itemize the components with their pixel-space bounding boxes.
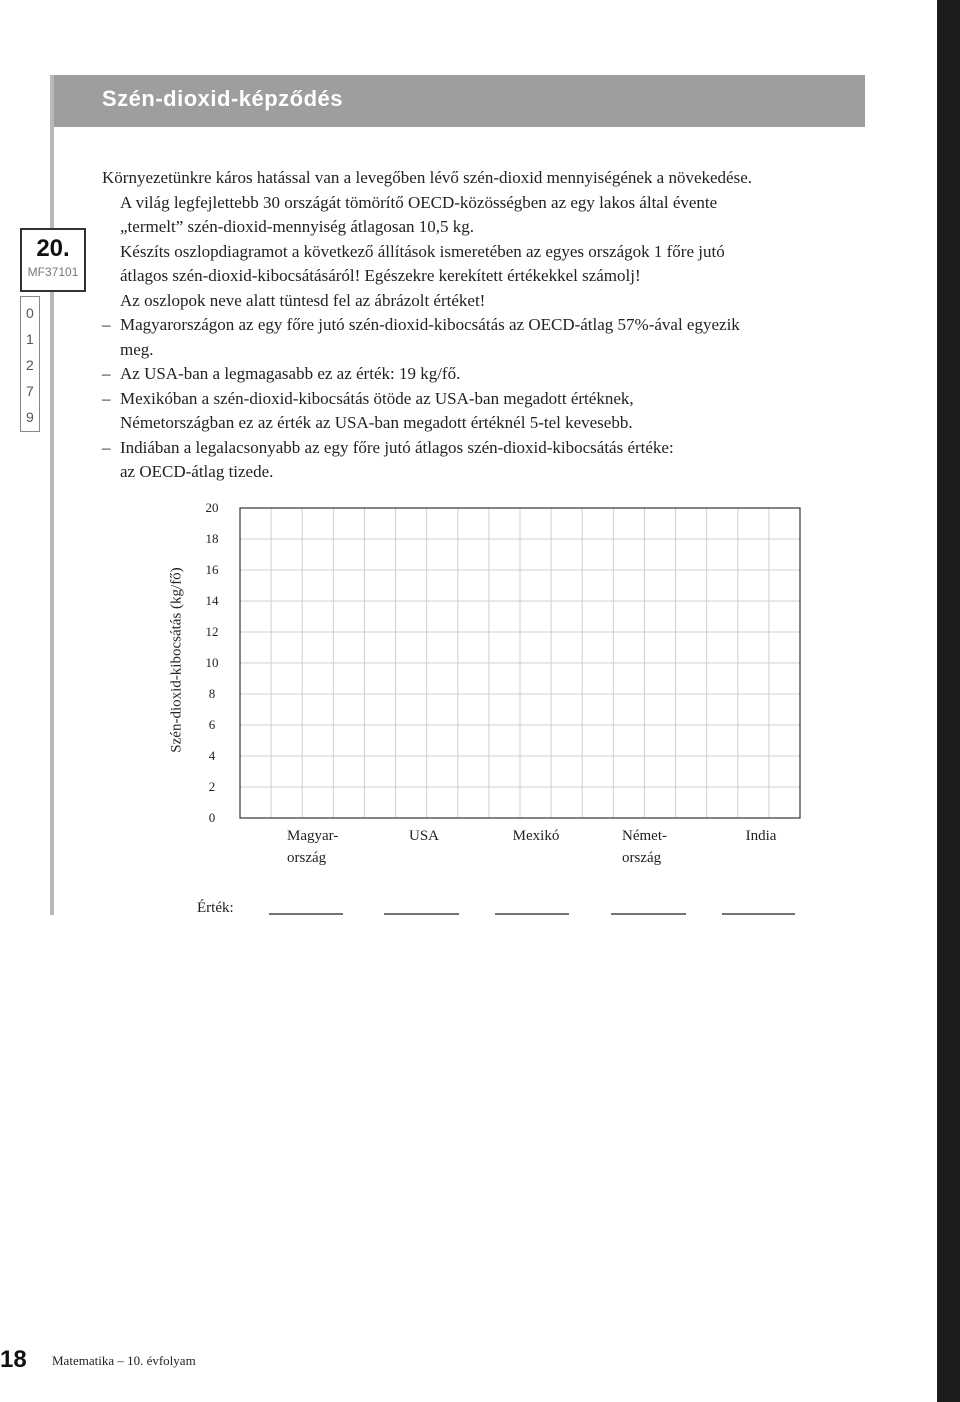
footer-text: Matematika – 10. évfolyam xyxy=(52,1353,196,1368)
bullet-line: Indiában a legalacsonyabb az egy főre jutó átlagos szén-dioxid-kibocsátás értéke: xyxy=(120,437,674,457)
score-value: 7 xyxy=(26,383,34,399)
x-category-label: India xyxy=(745,828,777,844)
y-tick-label: 18 xyxy=(205,531,219,546)
y-tick-label: 0 xyxy=(208,810,216,825)
x-category-label: USA xyxy=(408,828,440,844)
x-category-label: Német- xyxy=(622,828,667,844)
value-row-label: Érték: xyxy=(197,900,234,916)
text-line: „termelt” szén-dioxid-mennyiség átlagosan 10,5 kg. xyxy=(120,217,475,236)
text-line: A világ legfejlettebb 30 országát tömörítő OECD-közösségben az egy lakos által évente xyxy=(120,192,718,212)
section-title: Szén-dioxid-képződés xyxy=(102,86,344,111)
bullet-dash: – xyxy=(102,315,111,334)
bullet-dash: – xyxy=(102,364,111,383)
text-line: átlagos szén-dioxid-kibocsátásáról! Egészekre kerekített értékekkel számolj! xyxy=(120,266,641,285)
x-category-label: ország xyxy=(622,850,662,866)
y-tick-label: 14 xyxy=(205,593,219,608)
bullet-dash: – xyxy=(102,437,111,457)
y-tick-label: 12 xyxy=(205,624,219,639)
y-tick-label: 20 xyxy=(205,500,219,515)
score-value: 2 xyxy=(26,357,34,373)
score-value: 9 xyxy=(26,409,34,425)
bullet-line: Magyarországon az egy főre jutó szén-dioxid-kibocsátás az OECD-átlag 57%-ával egyezik xyxy=(120,315,740,334)
y-tick-label: 8 xyxy=(208,686,216,701)
page-number: 18 xyxy=(0,1346,27,1373)
y-tick-label: 16 xyxy=(205,562,219,577)
text-line: Az oszlopok neve alatt tüntesd fel az ábrázolt értéket! xyxy=(120,290,486,310)
y-tick-label: 6 xyxy=(208,717,216,732)
y-axis-label: Szén-dioxid-kibocsátás (kg/fő) xyxy=(168,567,185,753)
bullet-line: az OECD-átlag tizede. xyxy=(120,462,274,481)
score-value: 1 xyxy=(26,331,34,347)
x-category-label: Magyar- xyxy=(287,828,339,844)
bullet-line: Németországban ez az érték az USA-ban megadott értéknél 5-tel kevesebb. xyxy=(120,413,633,432)
x-category-label: Mexikó xyxy=(512,828,560,844)
text-line: Készíts oszlopdiagramot a következő állítások ismeretében az egyes országok 1 főre jutó xyxy=(120,241,725,261)
task-code: MF37101 xyxy=(27,265,79,279)
bullet-line: Az USA-ban a legmagasabb ez az érték: 19 kg/fő. xyxy=(120,364,461,383)
x-category-label: ország xyxy=(287,850,327,866)
y-tick-label: 10 xyxy=(205,655,219,670)
bullet-dash: – xyxy=(102,388,111,408)
y-tick-label: 2 xyxy=(208,779,216,794)
y-tick-label: 4 xyxy=(208,748,216,763)
bullet-line: meg. xyxy=(120,339,154,359)
text-line: Környezetünkre káros hatással van a levegőben lévő szén-dioxid mennyiségének a növekedése. xyxy=(102,168,753,187)
score-value: 0 xyxy=(26,305,34,321)
task-number: 20. xyxy=(36,235,70,262)
bullet-line: Mexikóban a szén-dioxid-kibocsátás ötöde az USA-ban megadott értéknek, xyxy=(120,388,634,408)
